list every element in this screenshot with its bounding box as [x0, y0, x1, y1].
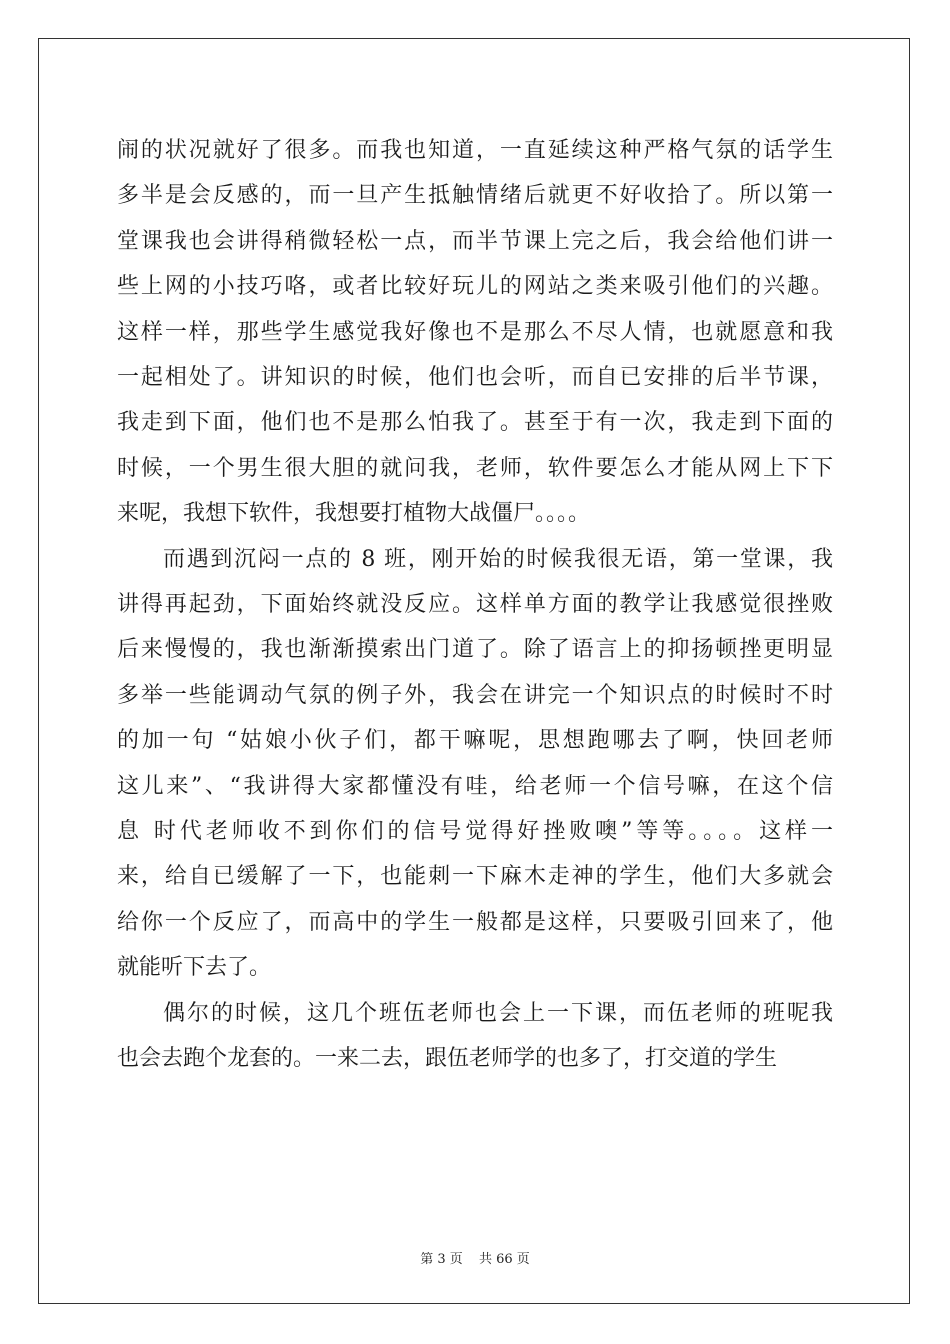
paragraph-2-line: 给你一个反应了，而高中的学生一般都是这样，只要吸引回来了，他	[117, 909, 833, 935]
page-number: 第 3 页	[420, 1252, 463, 1267]
paragraph-2-line: 息 时代老师收不到你们的信号觉得好挫败噢”等等。。。。这样一	[117, 819, 833, 844]
paragraph-1-line: 堂课我也会讲得稍微轻松一点，而半节课上完之后，我会给他们讲一	[117, 228, 833, 254]
paragraph-2-line: 来，给自已缓解了一下，也能刺一下麻木走神的学生，他们大多就会	[117, 864, 833, 890]
paragraph-2-line: 就能听下去了。	[117, 955, 272, 981]
page-footer	[0, 1248, 950, 1267]
paragraph-2-line: 的加一句 “姑娘小伙子们，都干嘛呢，思想跑哪去了啊，快回老师	[117, 728, 833, 754]
paragraph-1-line: 一起相处了。讲知识的时候，他们也会听，而自已安排的后半节课，	[117, 365, 833, 390]
page-total: 共 66 页	[478, 1252, 530, 1267]
paragraph-1-line: 时候，一个男生很大胆的就问我，老师，软件要怎么才能从网上下下	[117, 455, 833, 481]
paragraph-2-line: 后来慢慢的，我也渐渐摸索出门道了。除了语言上的抑扬顿挫更明显	[117, 637, 833, 663]
paragraph-1-line: 多半是会反感的，而一旦产生抵触情绪后就更不好收拾了。所以第一	[117, 183, 833, 209]
paragraph-1-line: 闹的状况就好了很多。而我也知道，一直延续这种严格气氛的话学生	[117, 138, 833, 163]
paragraph-2-line: 多举一些能调动气氛的例子外，我会在讲完一个知识点的时候时不时	[117, 682, 833, 708]
paragraph-2-line: 而遇到沉闷一点的 8 班，刚开始的时候我很无语，第一堂课，我	[163, 546, 833, 572]
paragraph-1-line: 来呢，我想下软件，我想要打植物大战僵尸。。。。	[117, 501, 591, 527]
paragraph-2-line: 讲得再起劲，下面始终就没反应。这样单方面的教学让我感觉很挫败	[117, 592, 833, 617]
paragraph-1-line: 些上网的小技巧咯，或者比较好玩儿的网站之类来吸引他们的兴趣。	[117, 274, 833, 300]
paragraph-1-line: 我走到下面，他们也不是那么怕我了。甚至于有一次，我走到下面的	[117, 410, 833, 436]
paragraph-1-line: 这样一样，那些学生感觉我好像也不是那么不尽人情，也就愿意和我	[117, 319, 833, 345]
paragraph-2-line: 这儿来”、“我讲得大家都懂没有哇，给老师一个信号嘛，在这个信	[117, 773, 833, 799]
paragraph-3-line: 偶尔的时候，这几个班伍老师也会上一下课，而伍老师的班呢我	[163, 1000, 833, 1026]
paragraph-3-line: 也会去跑个龙套的。一来二去，跟伍老师学的也多了，打交道的学生	[117, 1046, 778, 1071]
